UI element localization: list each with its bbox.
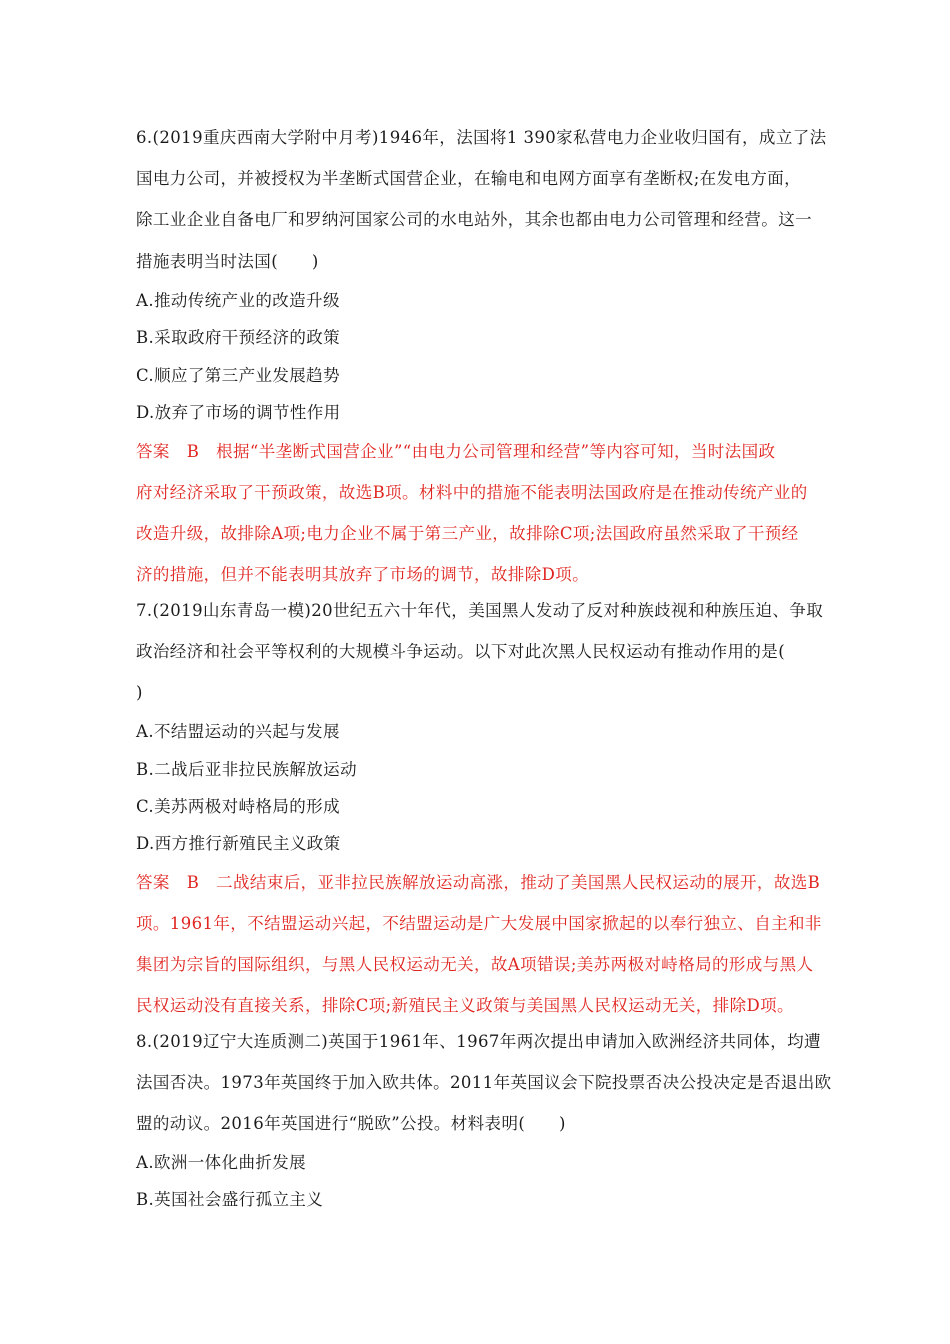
q8-stem-line-3: 盟的动议。2016年英国进行“脱欧”公投。材料表明( )	[136, 1114, 566, 1133]
q7-stem-line-2: 政治经济和社会平等权利的大规模斗争运动。以下对此次黑人民权运动有推动作用的是(	[136, 642, 786, 661]
q8-stem-line-1: 8.(2019辽宁大连质测二)英国于1961年、1967年两次提出申请加入欧洲经济共同体，均遭	[136, 1032, 821, 1051]
q8-option-b: B.英国社会盛行孤立主义	[136, 1190, 324, 1209]
q6-stem-line-4: 措施表明当时法国( )	[136, 252, 319, 271]
q8-option-a: A.欧洲一体化曲折发展	[136, 1153, 307, 1172]
q7-option-c: C.美苏两极对峙格局的形成	[136, 797, 340, 816]
q6-stem-line-2: 国电力公司，并被授权为半垄断式国营企业，在输电和电网方面享有垄断权;在发电方面，	[136, 169, 802, 188]
q6-stem-line-1: 6.(2019重庆西南大学附中月考)1946年，法国将1 390家私营电力企业收归国有，成立了法	[136, 128, 827, 147]
q7-answer-line-2: 项。1961年，不结盟运动兴起，不结盟运动是广大发展中国家掀起的以奉行独立、自主和非	[136, 914, 822, 933]
q8-stem-line-2: 法国否决。1973年英国终于加入欧共体。2011年英国议会下院投票否决公投决定是否退出欧	[136, 1073, 832, 1092]
q6-answer-line-2: 府对经济采取了干预政策，故选B项。材料中的措施不能表明法国政府是在推动传统产业的	[136, 483, 808, 502]
q6-answer-line-3: 改造升级，故排除A项;电力企业不属于第三产业，故排除C项;法国政府虽然采取了干预经	[136, 524, 799, 543]
q7-answer-line-3: 集团为宗旨的国际组织，与黑人民权运动无关，故A项错误;美苏两极对峙格局的形成与黑人	[136, 955, 814, 974]
q7-option-d: D.西方推行新殖民主义政策	[136, 834, 341, 853]
q6-stem-line-3: 除工业企业自备电厂和罗纳河国家公司的水电站外，其余也都由电力公司管理和经营。这一	[136, 210, 812, 229]
q7-stem-line-1: 7.(2019山东青岛一模)20世纪五六十年代，美国黑人发动了反对种族歧视和种族压迫、争取	[136, 601, 824, 620]
q7-answer-line-1: 答案 B 二战结束后，亚非拉民族解放运动高涨，推动了美国黑人民权运动的展开，故选B	[136, 873, 821, 892]
q6-answer-line-1: 答案 B 根据“半垄断式国营企业”“由电力公司管理和经营”等内容可知，当时法国政	[136, 442, 776, 461]
q7-answer-line-4: 民权运动没有直接关系，排除C项;新殖民主义政策与美国黑人民权运动无关，排除D项。	[136, 996, 794, 1015]
q6-option-d: D.放弃了市场的调节性作用	[136, 403, 341, 422]
q6-option-c: C.顺应了第三产业发展趋势	[136, 366, 340, 385]
q6-option-a: A.推动传统产业的改造升级	[136, 291, 340, 310]
q6-option-b: B.采取政府干预经济的政策	[136, 328, 341, 347]
q7-stem-line-3: )	[136, 683, 143, 702]
q7-option-b: B.二战后亚非拉民族解放运动	[136, 760, 357, 779]
q7-option-a: A.不结盟运动的兴起与发展	[136, 722, 340, 741]
q6-answer-line-4: 济的措施，但并不能表明其放弃了市场的调节，故排除D项。	[136, 565, 590, 584]
